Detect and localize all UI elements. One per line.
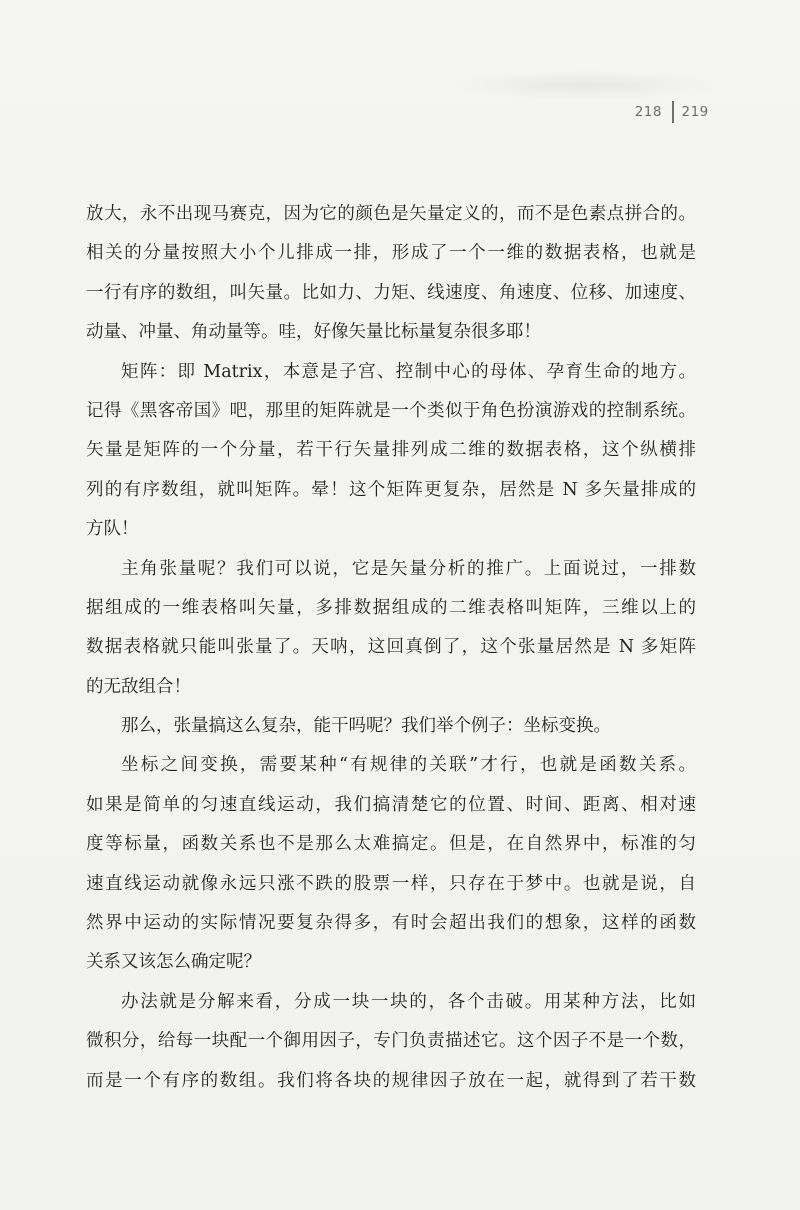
text-line: 的无敌组合！ — [86, 676, 191, 697]
text-line: 主角张量呢？我们可以说，它是矢量分析的推广。上面说过，一排数 — [121, 558, 696, 579]
page-number-right: 219 — [681, 104, 709, 120]
page-number-left: 218 — [634, 104, 662, 120]
text-line: 那么，张量搞这么复杂，能干吗呢？我们举个例子：坐标变换。 — [121, 716, 611, 737]
text-line: 一行有序的数组，叫矢量。比如力、力矩、线速度、角速度、位移、加速度、 — [86, 282, 696, 303]
text-line: 列的有序数组，就叫矩阵。晕！这个矩阵更复杂，居然是 N 多矢量排成的 — [86, 479, 696, 500]
header-smudge — [450, 70, 720, 100]
text-line: 矢量是矩阵的一个分量，若干行矢量排列成二维的数据表格，这个纵横排 — [86, 440, 696, 461]
text-line: 速直线运动就像永远只涨不跌的股票一样，只存在于梦中。也就是说，自 — [86, 873, 696, 894]
text-line: 方队！ — [86, 519, 139, 540]
text-line: 放大，永不出现马赛克，因为它的颜色是矢量定义的，而不是色素点拼合的。 — [86, 204, 696, 224]
text-line: 关系又该怎么确定呢？ — [86, 952, 261, 973]
text-line: 相关的分量按照大小个儿排成一排，形成了一个一维的数据表格，也就是 — [86, 243, 696, 264]
body-text — [86, 195, 696, 1101]
text-line: 数据表格就只能叫张量了。天呐，这回真倒了，这个张量居然是 N 多矩阵 — [86, 637, 696, 658]
text-line: 记得《黑客帝国》吧，那里的矩阵就是一个类似于角色扮演游戏的控制系统。 — [86, 400, 696, 421]
page-numbers — [616, 100, 726, 124]
text-line: 度等标量，函数关系也不是那么太难搞定。但是，在自然界中，标准的匀 — [86, 834, 696, 855]
text-line: 然界中运动的实际情况要复杂得多，有时会超出我们的想象，这样的函数 — [86, 913, 696, 934]
text-line: 动量、冲量、角动量等。哇，好像矢量比标量复杂很多耶！ — [86, 322, 541, 343]
page-number-divider — [672, 101, 674, 123]
text-line: 而是一个有序的数组。我们将各块的规律因子放在一起，就得到了若干数 — [86, 1070, 696, 1091]
text-line: 微积分，给每一块配一个御用因子，专门负责描述它。这个因子不是一个数， — [86, 1031, 696, 1052]
text-line: 办法就是分解来看，分成一块一块的，各个击破。用某种方法，比如 — [121, 991, 696, 1012]
text-line: 坐标之间变换，需要某种“有规律的关联”才行，也就是函数关系。 — [121, 755, 696, 776]
text-line: 如果是简单的匀速直线运动，我们搞清楚它的位置、时间、距离、相对速 — [86, 794, 696, 815]
text-line: 矩阵：即 Matrix，本意是子宫、控制中心的母体、孕育生命的地方。 — [121, 361, 696, 382]
text-line: 据组成的一维表格叫矢量，多排数据组成的二维表格叫矩阵，三维以上的 — [86, 597, 696, 618]
